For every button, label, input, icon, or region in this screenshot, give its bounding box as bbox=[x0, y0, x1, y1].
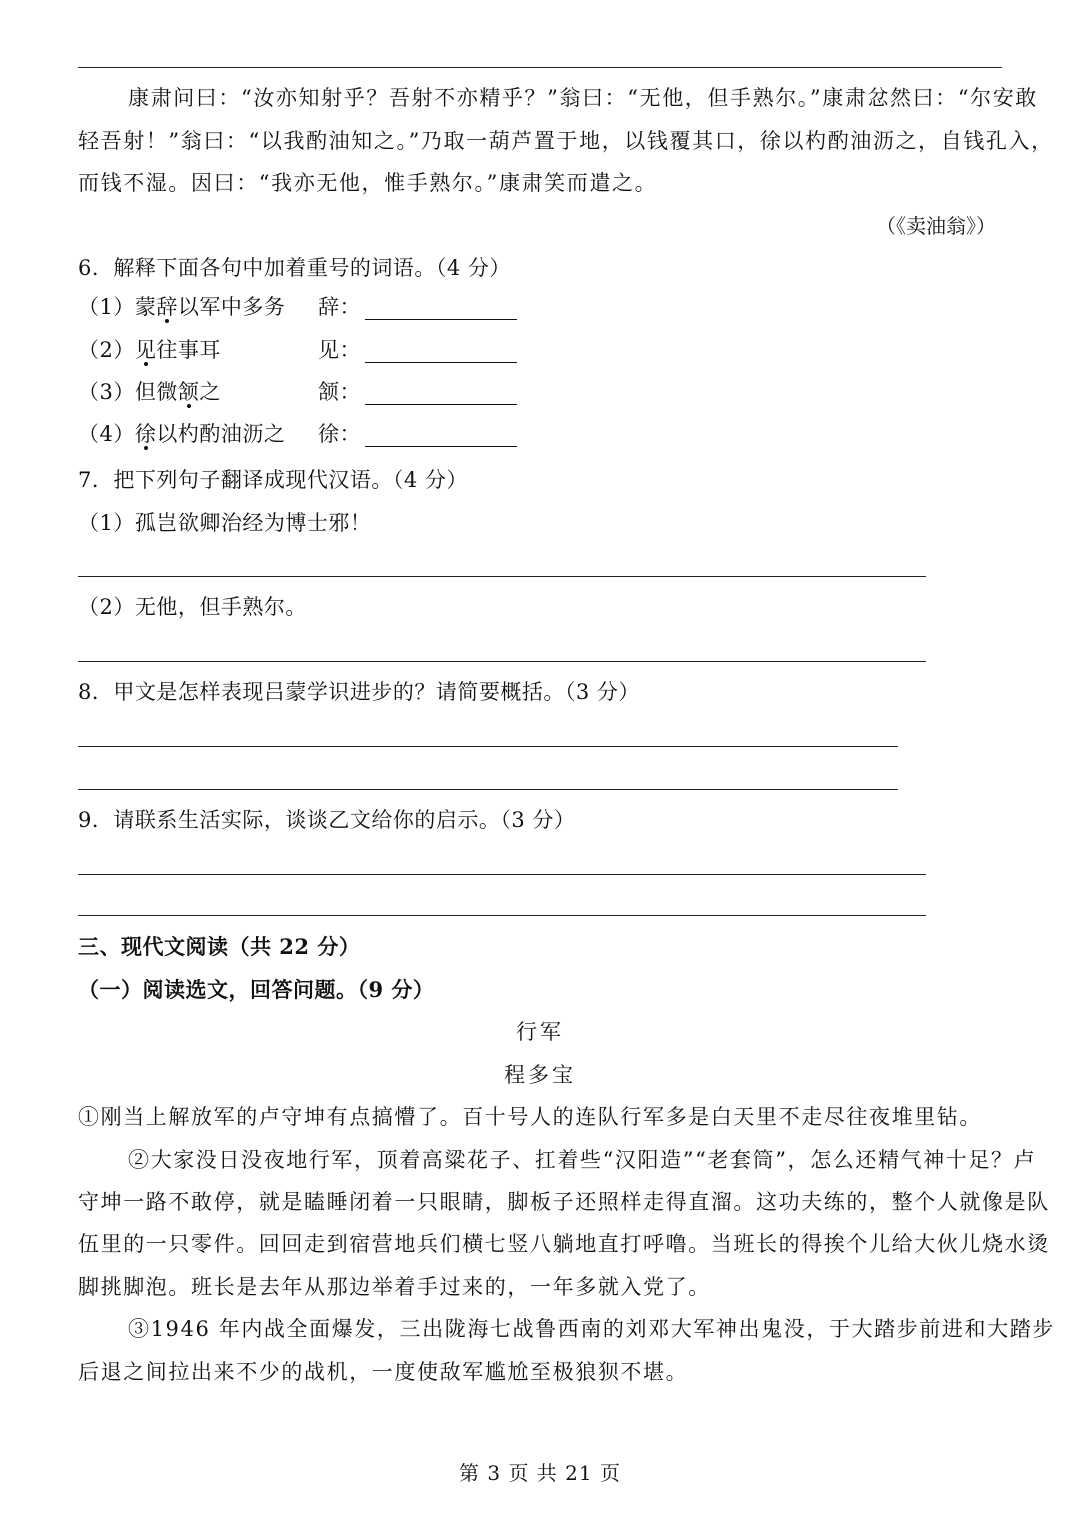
article-author: 程多宝 bbox=[504, 1063, 576, 1087]
answer-line[interactable] bbox=[78, 746, 898, 747]
q6-item-3: （3）但微颔之 bbox=[78, 380, 221, 404]
q6-item-1: （1）蒙辞以军中多务 bbox=[78, 295, 286, 319]
article-paragraph: ①刚当上解放军的卢守坤有点搞懵了。百十号人的连队行军多是白天里不走尽往夜堆里钻。 bbox=[78, 1105, 982, 1129]
article-paragraph: 伍里的一只零件。回回走到宿营地兵们横七竖八躺地直打呼噜。当班长的得挨个儿给大伙儿烧水烫 bbox=[78, 1232, 1050, 1256]
page-number: 第 3 页 共 21 页 bbox=[459, 1461, 621, 1485]
q7-item-1: （1）孤岂欲卿治经为博士邪！ bbox=[78, 511, 372, 535]
question-9-title: 9．请联系生活实际，谈谈乙文给你的启示。（3 分） bbox=[78, 808, 576, 832]
q6-item-2: （2）见往事耳 bbox=[78, 338, 221, 362]
article-paragraph: 守坤一路不敢停，就是瞌睡闭着一只眼睛，脚板子还照样走得直溜。这功夫练的，整个人就像是队 bbox=[78, 1190, 1050, 1214]
q6-answer-4[interactable]: 徐： bbox=[318, 419, 517, 449]
passage-line: 轻吾射！”翁曰：“以我酌油知之。”乃取一葫芦置于地，以钱覆其口，徐以杓酌油沥之，自钱孔入， bbox=[78, 129, 1054, 153]
answer-line[interactable] bbox=[78, 915, 926, 916]
question-7-title: 7．把下列句子翻译成现代汉语。（4 分） bbox=[78, 468, 468, 492]
article-paragraph: ②大家没日没夜地行军，顶着高粱花子、扛着些“汉阳造”“老套筒”，怎么还精气神十足？卢 bbox=[128, 1148, 1037, 1172]
section-heading: 三、现代文阅读（共 22 分） bbox=[78, 934, 361, 959]
answer-line[interactable] bbox=[78, 576, 926, 577]
answer-line[interactable] bbox=[78, 789, 898, 790]
question-6-title: 6．解释下面各句中加着重号的词语。（4 分） bbox=[78, 256, 511, 280]
article-paragraph: 脚挑脚泡。班长是去年从那边举着手过来的，一年多就入党了。 bbox=[78, 1275, 711, 1299]
header-rule bbox=[78, 67, 1002, 68]
answer-line[interactable] bbox=[78, 874, 926, 875]
q6-answer-3[interactable]: 颔： bbox=[318, 377, 517, 407]
answer-line[interactable] bbox=[78, 661, 926, 662]
article-paragraph: 后退之间拉出来不少的战机，一度使敌军尴尬至极狼狈不堪。 bbox=[78, 1360, 689, 1384]
article-paragraph: ③1946 年内战全面爆发，三出陇海七战鲁西南的刘邓大军神出鬼没，于大踏步前进和大踏步 bbox=[128, 1317, 1055, 1341]
question-8-title: 8．甲文是怎样表现吕蒙学识进步的？请简要概括。（3 分） bbox=[78, 680, 640, 704]
q6-answer-2[interactable]: 见： bbox=[318, 335, 517, 365]
passage-line: 而钱不湿。因曰：“我亦无他，惟手熟尔。”康肃笑而遣之。 bbox=[78, 171, 658, 195]
q6-answer-1[interactable]: 辞： bbox=[318, 292, 517, 322]
passage-line: 康肃问曰：“汝亦知射乎？吾射不亦精乎？”翁曰：“无他，但手熟尔。”康肃忿然曰：“尔安敢 bbox=[128, 86, 1038, 110]
section-subheading: （一）阅读选文，回答问题。（9 分） bbox=[78, 977, 435, 1002]
article-title: 行军 bbox=[516, 1020, 564, 1044]
q7-item-2: （2）无他，但手熟尔。 bbox=[78, 595, 307, 619]
q6-item-4: （4）徐以杓酌油沥之 bbox=[78, 422, 286, 446]
passage-source: （《卖油翁》） bbox=[876, 214, 996, 238]
